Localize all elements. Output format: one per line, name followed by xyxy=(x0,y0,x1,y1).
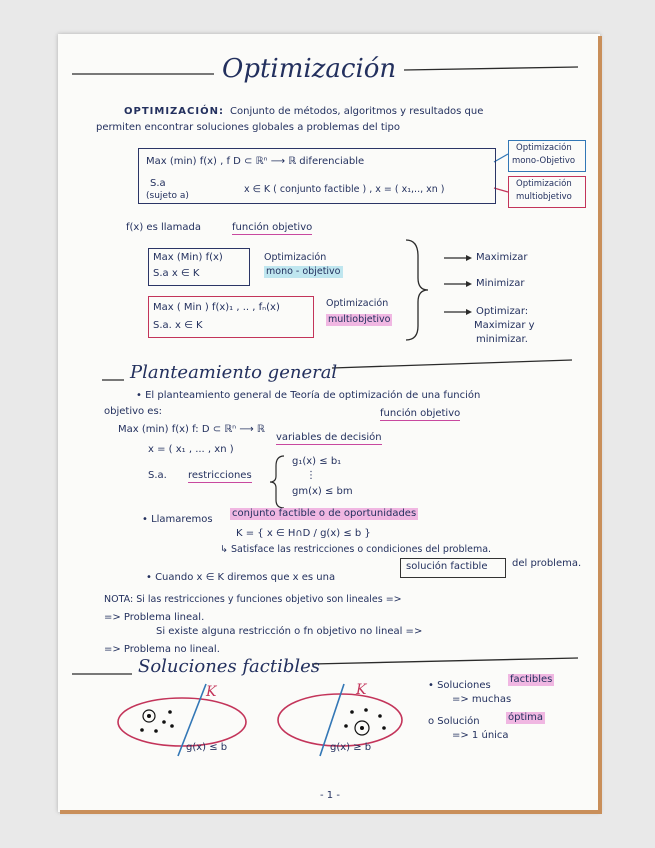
g-label-left: g(x) ≤ b xyxy=(186,742,228,753)
fx-prefix: f(x) es llamada xyxy=(126,222,201,233)
nota-line-1: NOTA: Si las restricciones y funciones objetivo son lineales => xyxy=(104,594,402,605)
restriction-brace xyxy=(270,456,284,508)
side-box-mono-line-1: Optimización xyxy=(516,143,572,153)
formula-line-1: Max (min) f(x) , f D ⊂ ℝⁿ ⟶ ℝ diferenciable xyxy=(146,156,365,167)
mono-box-line-2: S.a x ∈ K xyxy=(153,268,200,279)
page-number: - 1 - xyxy=(320,790,340,801)
side-box-mono-line-2: mono-Objetivo xyxy=(512,156,576,166)
bullet-factibles-note: => muchas xyxy=(452,694,512,705)
formula-line-2: x ∈ K ( conjunto factible ) , x = ( x₁,.., xn ) xyxy=(244,184,445,195)
intro-heading: OPTIMIZACIÓN: xyxy=(124,106,224,117)
bullet-factibles-prefix: • Soluciones xyxy=(428,680,491,691)
nota-line-3: Si existe alguna restricción o fn objetivo no lineal => xyxy=(156,626,423,637)
section2-eq2: x = ( x₁ , ... , xn ) xyxy=(148,444,234,455)
arrow-maximizar: Maximizar xyxy=(476,252,528,263)
k-label-right: K xyxy=(356,682,367,698)
formula-sujeto: (sujeto a) xyxy=(146,191,189,201)
section2-k-def: K = { x ∈ H∩D / g(x) ≤ b } xyxy=(236,528,371,539)
connector-blue xyxy=(494,154,508,162)
mono-label-line-2: mono - objetivo xyxy=(266,266,341,277)
bullet-optima-highlight: óptima xyxy=(508,712,544,723)
bullet-factibles-highlight: factibles xyxy=(510,674,553,685)
nota-line-4: => Problema no lineal. xyxy=(104,644,220,655)
bullet-optima-note: => 1 única xyxy=(452,730,509,741)
section2-k-note: ↳ Satisface las restricciones o condiciones del problema. xyxy=(220,544,492,555)
arrow-optimizar: Optimizar: xyxy=(476,306,529,317)
fx-term: función objetivo xyxy=(232,222,313,233)
multi-box-line-2: S.a. x ∈ K xyxy=(153,320,203,331)
section2-eq1-note: función objetivo xyxy=(380,408,461,419)
multi-box-line-1: Max ( Min ) f(x)₁ , .. , fₙ(x) xyxy=(153,302,280,313)
section2-sa: S.a. xyxy=(148,470,167,481)
section2-eq2-note: variables de decisión xyxy=(276,432,382,443)
section2-eq1: Max (min) f(x) f: D ⊂ ℝⁿ ⟶ ℝ xyxy=(118,424,265,435)
formula-sa: S.a xyxy=(150,178,166,189)
g-label-right: g(x) ≥ b xyxy=(330,742,372,753)
section2-restricciones: restricciones xyxy=(188,470,252,481)
feasible-set-left xyxy=(118,698,246,746)
mono-label-line-1: Optimización xyxy=(264,252,327,263)
title-rule-right xyxy=(404,67,578,70)
section2-bullet1a: • El planteamiento general de Teoría de optimización de una función xyxy=(136,390,481,401)
intro-line-2: permiten encontrar soluciones globales a problemas del tipo xyxy=(96,122,401,133)
bullet-optima-prefix: o Solución xyxy=(428,716,480,727)
side-box-multi-line-2: multiobjetivo xyxy=(516,192,572,202)
section2-title: Planteamiento general xyxy=(130,362,338,383)
mono-box-line-1: Max (Min) f(x) xyxy=(153,252,223,263)
page-title: Optimización xyxy=(222,54,397,84)
section2-rule-right xyxy=(332,360,572,368)
section2-dots: ⋮ xyxy=(306,470,316,481)
section2-gm: gm(x) ≤ bm xyxy=(292,486,353,497)
arrow-minimizar-2: minimizar. xyxy=(476,334,528,345)
section2-bullet3a: • Cuando x ∈ K diremos que x es una xyxy=(146,572,336,583)
multi-label-line-2: multiobjetivo xyxy=(328,314,391,325)
multi-label-line-1: Optimización xyxy=(326,298,389,309)
section2-bullet3b: del problema. xyxy=(512,558,582,569)
section2-bullet1b: objetivo es: xyxy=(104,406,163,417)
section3-rule-right xyxy=(312,658,578,664)
arrow-minimizar: Minimizar xyxy=(476,278,525,289)
k-label-left: K xyxy=(206,684,217,700)
section2-bullet2-highlight: conjunto factible o de oportunidades xyxy=(232,508,417,519)
side-box-multi-line-1: Optimización xyxy=(516,179,572,189)
intro-line-1: Conjunto de métodos, algoritmos y resultados que xyxy=(230,106,484,117)
feasible-set-right xyxy=(278,694,402,746)
big-brace xyxy=(406,240,428,340)
section3-title: Soluciones factibles xyxy=(138,656,321,677)
arrow-maximizar-y: Maximizar y xyxy=(474,320,535,331)
connector-red xyxy=(494,188,508,192)
section2-bullet2a: • Llamaremos xyxy=(142,514,213,525)
section2-g1: g₁(x) ≤ b₁ xyxy=(292,456,342,467)
section2-bullet3-box: solución factible xyxy=(406,561,488,572)
nota-line-2: => Problema lineal. xyxy=(104,612,205,623)
